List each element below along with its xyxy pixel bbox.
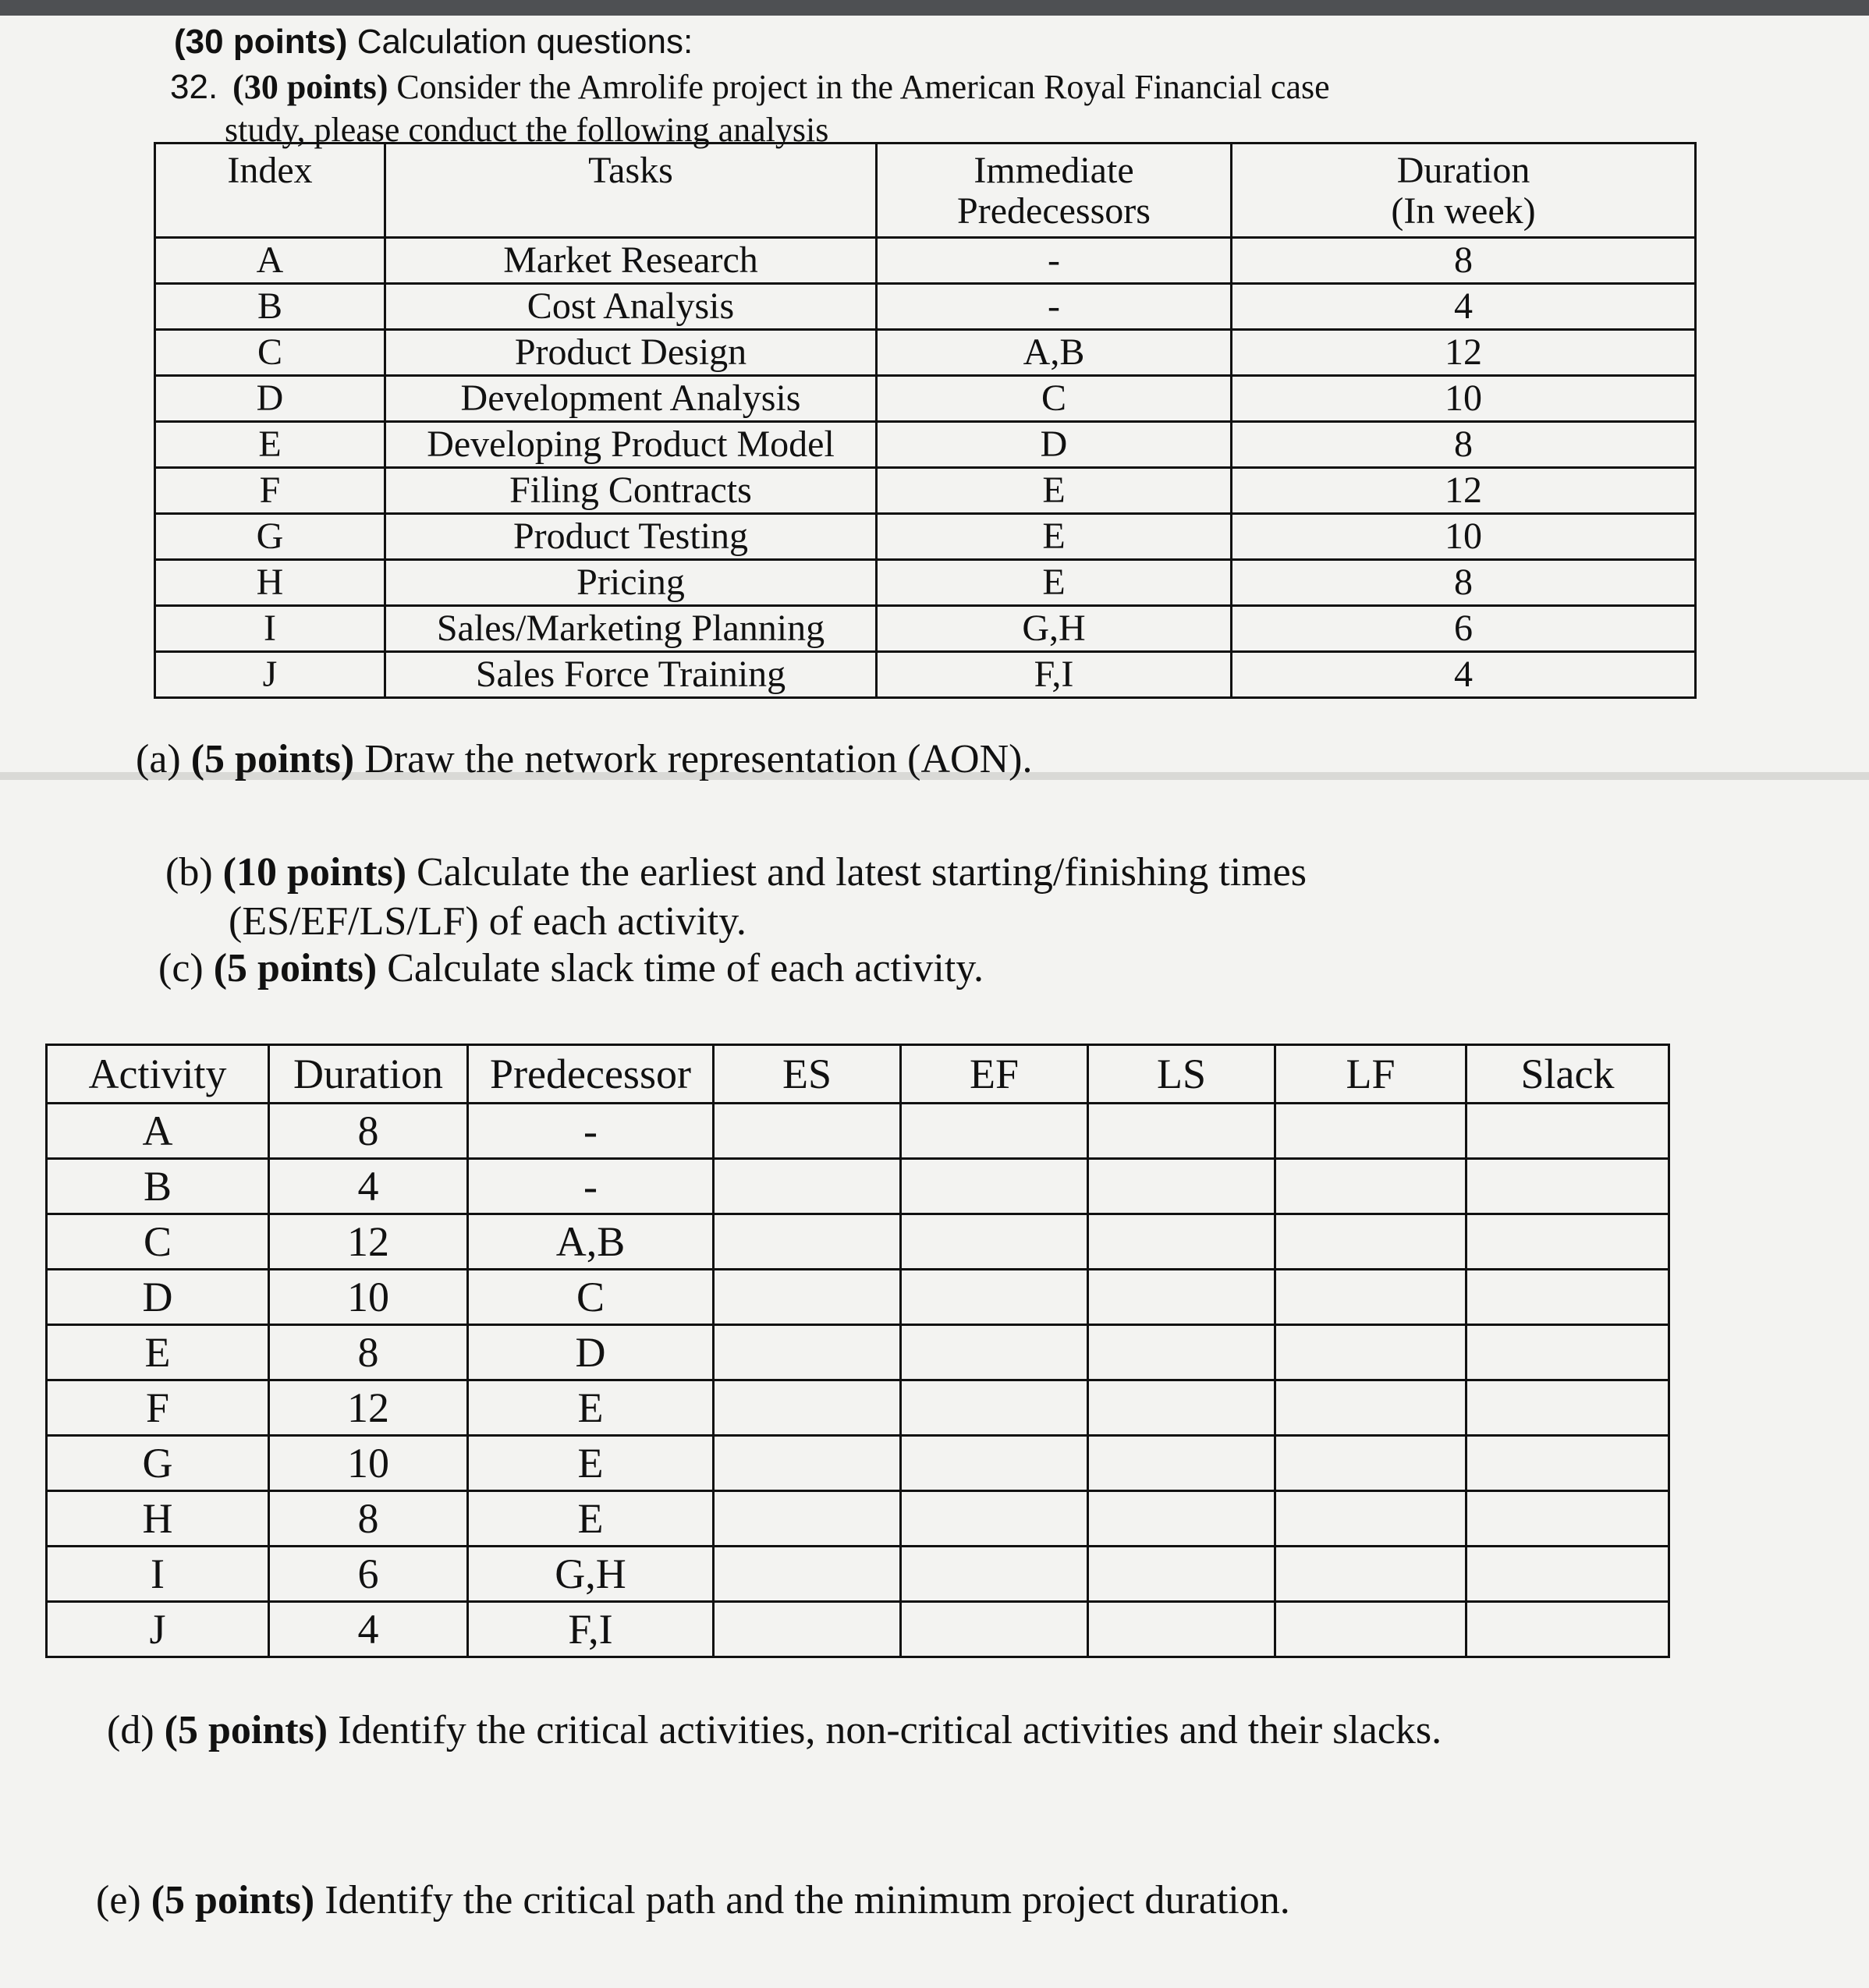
ef-entry-cell[interactable] (901, 1270, 1088, 1325)
ls-entry-cell[interactable] (1088, 1547, 1275, 1602)
task-duration: 8 (1232, 560, 1696, 606)
task-predecessors: E (877, 514, 1232, 560)
ls-entry-cell[interactable] (1088, 1325, 1275, 1380)
duration-header (1232, 144, 1696, 238)
ef-entry-cell[interactable] (901, 1436, 1088, 1491)
ls-entry-cell[interactable] (1088, 1380, 1275, 1436)
index-header: Index (155, 144, 385, 238)
predecessor-cell: G,H (468, 1547, 714, 1602)
paper-top-edge (0, 0, 1869, 16)
task-predecessors: G,H (877, 606, 1232, 652)
question-d-label: (d) (107, 1708, 154, 1752)
question-a-text: Draw the network representation (AON). (364, 737, 1033, 781)
predecessor-cell: E (468, 1491, 714, 1547)
es-entry-cell[interactable] (714, 1436, 901, 1491)
es-entry-cell[interactable] (714, 1214, 901, 1270)
task-name: Product Design (385, 330, 877, 376)
task-index: F (155, 468, 385, 514)
slack-entry-cell[interactable] (1466, 1325, 1669, 1380)
question-c (158, 946, 984, 990)
duration-cell: 8 (269, 1104, 468, 1159)
slack-header: Slack (1466, 1045, 1669, 1104)
calculation-heading (174, 23, 693, 61)
lf-entry-cell[interactable] (1275, 1491, 1466, 1547)
activity-cell: C (47, 1214, 269, 1270)
question-b-text: Calculate the earliest and latest starting/finishing times (417, 850, 1307, 895)
task-predecessors: F,I (877, 652, 1232, 698)
duration-header-line-1: Duration (1396, 150, 1530, 191)
es-entry-cell[interactable] (714, 1270, 901, 1325)
predecessor-cell: D (468, 1325, 714, 1380)
question-intro-line-1: Consider the Amrolife project in the American Royal Financial case (396, 68, 1330, 106)
ls-header: LS (1088, 1045, 1275, 1104)
slack-entry-cell[interactable] (1466, 1270, 1669, 1325)
duration-cell: 8 (269, 1491, 468, 1547)
task-predecessors: E (877, 468, 1232, 514)
slack-entry-cell[interactable] (1466, 1491, 1669, 1547)
activity-cell: B (47, 1159, 269, 1214)
heading-points: (30 points) (174, 23, 348, 61)
ef-entry-cell[interactable] (901, 1602, 1088, 1657)
duration-cell: 12 (269, 1214, 468, 1270)
question-number: 32. (170, 68, 218, 106)
lf-entry-cell[interactable] (1275, 1104, 1466, 1159)
ef-entry-cell[interactable] (901, 1380, 1088, 1436)
task-predecessors: - (877, 238, 1232, 284)
predecessor-cell: A,B (468, 1214, 714, 1270)
predecessor-cell: E (468, 1380, 714, 1436)
slack-entry-cell[interactable] (1466, 1214, 1669, 1270)
question-a-label: (a) (136, 737, 181, 781)
question-c-points: (5 points) (213, 946, 378, 990)
activity-cell: H (47, 1491, 269, 1547)
lf-header: LF (1275, 1045, 1466, 1104)
es-entry-cell[interactable] (714, 1602, 901, 1657)
predecessor-cell: F,I (468, 1602, 714, 1657)
task-duration: 4 (1232, 652, 1696, 698)
task-predecessors: - (877, 284, 1232, 330)
activity-cell: E (47, 1325, 269, 1380)
answer-row (47, 1159, 1669, 1214)
ef-entry-cell[interactable] (901, 1547, 1088, 1602)
task-index: B (155, 284, 385, 330)
ef-entry-cell[interactable] (901, 1325, 1088, 1380)
duration-header-line-2: (In week) (1391, 190, 1536, 232)
duration-cell: 4 (269, 1602, 468, 1657)
task-row (155, 468, 1696, 514)
task-predecessors: C (877, 376, 1232, 422)
question-b-label: (b) (165, 850, 213, 895)
answer-row (47, 1325, 1669, 1380)
lf-entry-cell[interactable] (1275, 1270, 1466, 1325)
answer-row (47, 1491, 1669, 1547)
task-name: Sales/Marketing Planning (385, 606, 877, 652)
predecessors-header-line-1: Immediate (974, 150, 1134, 191)
project-task-table (154, 142, 1697, 699)
task-row (155, 284, 1696, 330)
ls-entry-cell[interactable] (1088, 1436, 1275, 1491)
task-duration: 12 (1232, 330, 1696, 376)
duration-cell: 6 (269, 1547, 468, 1602)
slack-entry-cell[interactable] (1466, 1104, 1669, 1159)
ls-entry-cell[interactable] (1088, 1491, 1275, 1547)
tasks-header: Tasks (385, 144, 877, 238)
task-row (155, 238, 1696, 284)
task-name: Pricing (385, 560, 877, 606)
question-c-label: (c) (158, 946, 204, 990)
task-index: G (155, 514, 385, 560)
duration-header: Duration (269, 1045, 468, 1104)
task-predecessors: E (877, 560, 1232, 606)
task-duration: 10 (1232, 514, 1696, 560)
question-32 (170, 66, 1574, 151)
ls-entry-cell[interactable] (1088, 1270, 1275, 1325)
ls-entry-cell[interactable] (1088, 1159, 1275, 1214)
activity-cell: D (47, 1270, 269, 1325)
question-e-text: Identify the critical path and the minimum project duration. (325, 1878, 1290, 1922)
lf-entry-cell[interactable] (1275, 1602, 1466, 1657)
question-b-points: (10 points) (222, 850, 407, 895)
es-entry-cell[interactable] (714, 1325, 901, 1380)
activity-cell: I (47, 1547, 269, 1602)
task-row (155, 652, 1696, 698)
task-name: Development Analysis (385, 376, 877, 422)
ls-entry-cell[interactable] (1088, 1214, 1275, 1270)
slack-entry-cell[interactable] (1466, 1602, 1669, 1657)
es-entry-cell[interactable] (714, 1104, 901, 1159)
task-row (155, 514, 1696, 560)
task-index: I (155, 606, 385, 652)
task-duration: 4 (1232, 284, 1696, 330)
task-duration: 12 (1232, 468, 1696, 514)
answer-table-header (47, 1045, 1669, 1104)
task-duration: 10 (1232, 376, 1696, 422)
answer-row (47, 1547, 1669, 1602)
lf-entry-cell[interactable] (1275, 1436, 1466, 1491)
task-index: A (155, 238, 385, 284)
activity-cell: A (47, 1104, 269, 1159)
question-e (96, 1878, 1290, 1922)
es-entry-cell[interactable] (714, 1547, 901, 1602)
es-entry-cell[interactable] (714, 1380, 901, 1436)
es-entry-cell[interactable] (714, 1491, 901, 1547)
task-row (155, 422, 1696, 468)
question-a (136, 737, 1032, 781)
question-intro-line-2: study, please conduct the following analysis (225, 111, 829, 149)
predecessors-header-line-2: Predecessors (957, 190, 1151, 232)
task-duration: 8 (1232, 422, 1696, 468)
predecessor-cell: - (468, 1159, 714, 1214)
question-d-points: (5 points) (164, 1708, 328, 1752)
slack-entry-cell[interactable] (1466, 1547, 1669, 1602)
ef-entry-cell[interactable] (901, 1159, 1088, 1214)
activity-cell: G (47, 1436, 269, 1491)
task-index: D (155, 376, 385, 422)
activity-answer-table (45, 1044, 1670, 1658)
task-name: Sales Force Training (385, 652, 877, 698)
activity-cell: F (47, 1380, 269, 1436)
task-duration: 8 (1232, 238, 1696, 284)
slack-entry-cell[interactable] (1466, 1436, 1669, 1491)
answer-row (47, 1602, 1669, 1657)
answer-row (47, 1104, 1669, 1159)
ls-entry-cell[interactable] (1088, 1104, 1275, 1159)
activity-cell: J (47, 1602, 269, 1657)
predecessor-header: Predecessor (468, 1045, 714, 1104)
task-name: Cost Analysis (385, 284, 877, 330)
lf-entry-cell[interactable] (1275, 1325, 1466, 1380)
es-entry-cell[interactable] (714, 1159, 901, 1214)
answer-row (47, 1380, 1669, 1436)
ef-entry-cell[interactable] (901, 1104, 1088, 1159)
question-d (107, 1708, 1442, 1752)
question-a-points: (5 points) (190, 737, 355, 781)
task-row (155, 560, 1696, 606)
question-b (165, 850, 1307, 895)
question-points: (30 points) (232, 68, 388, 106)
task-row (155, 376, 1696, 422)
duration-cell: 4 (269, 1159, 468, 1214)
task-index: H (155, 560, 385, 606)
predecessors-header (877, 144, 1232, 238)
task-name: Filing Contracts (385, 468, 877, 514)
answer-row (47, 1436, 1669, 1491)
ef-entry-cell[interactable] (901, 1491, 1088, 1547)
predecessor-cell: C (468, 1270, 714, 1325)
task-index: E (155, 422, 385, 468)
predecessor-cell: - (468, 1104, 714, 1159)
slack-entry-cell[interactable] (1466, 1380, 1669, 1436)
task-name: Product Testing (385, 514, 877, 560)
lf-entry-cell[interactable] (1275, 1214, 1466, 1270)
question-e-label: (e) (96, 1878, 141, 1922)
ef-header: EF (901, 1045, 1088, 1104)
question-e-points: (5 points) (151, 1878, 315, 1922)
task-index: J (155, 652, 385, 698)
task-table-header (155, 144, 1696, 238)
task-name: Market Research (385, 238, 877, 284)
lf-entry-cell[interactable] (1275, 1547, 1466, 1602)
question-b-continuation: (ES/EF/LS/LF) of each activity. (229, 899, 747, 944)
heading-text: Calculation questions: (356, 23, 693, 61)
duration-cell: 8 (269, 1325, 468, 1380)
answer-row (47, 1270, 1669, 1325)
duration-cell: 12 (269, 1380, 468, 1436)
lf-entry-cell[interactable] (1275, 1159, 1466, 1214)
task-duration: 6 (1232, 606, 1696, 652)
task-predecessors: D (877, 422, 1232, 468)
slack-entry-cell[interactable] (1466, 1159, 1669, 1214)
predecessor-cell: E (468, 1436, 714, 1491)
question-c-text: Calculate slack time of each activity. (387, 946, 984, 990)
task-predecessors: A,B (877, 330, 1232, 376)
lf-entry-cell[interactable] (1275, 1380, 1466, 1436)
duration-cell: 10 (269, 1436, 468, 1491)
question-d-text: Identify the critical activities, non-critical activities and their slacks. (338, 1708, 1442, 1752)
answer-row (47, 1214, 1669, 1270)
es-header: ES (714, 1045, 901, 1104)
activity-header: Activity (47, 1045, 269, 1104)
task-row (155, 606, 1696, 652)
ls-entry-cell[interactable] (1088, 1602, 1275, 1657)
task-row (155, 330, 1696, 376)
task-name: Developing Product Model (385, 422, 877, 468)
duration-cell: 10 (269, 1270, 468, 1325)
task-index: C (155, 330, 385, 376)
ef-entry-cell[interactable] (901, 1214, 1088, 1270)
